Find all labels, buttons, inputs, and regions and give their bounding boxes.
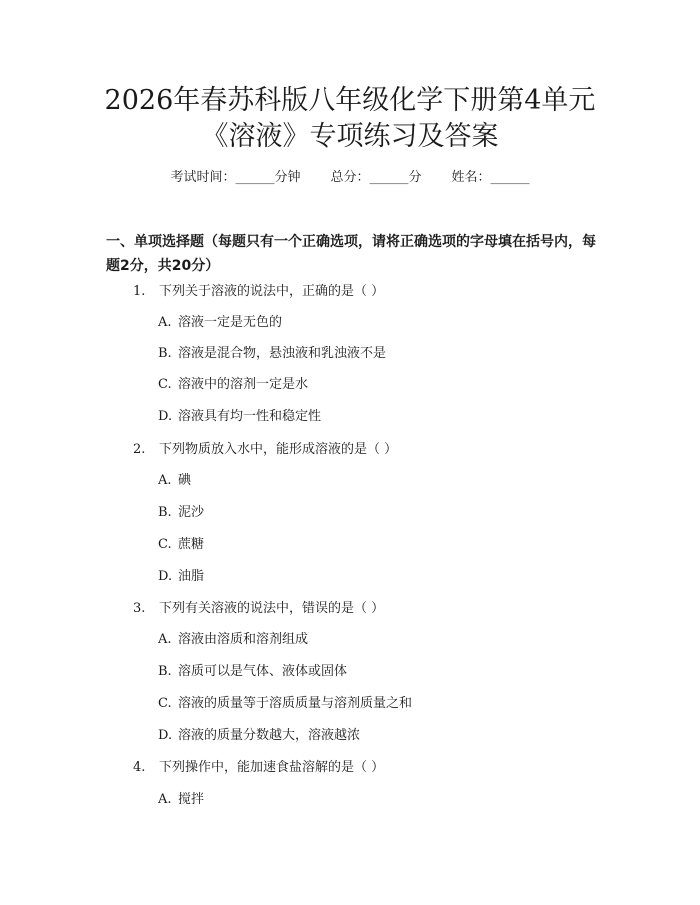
option-text: 溶液由溶质和溶剂组成 (178, 632, 309, 647)
question-text: 下列有关溶液的说法中，错误的是（ ） (159, 601, 385, 616)
name-label: 姓名： (451, 170, 491, 185)
question-2 (133, 440, 397, 460)
option-letter: B. (158, 664, 172, 679)
option-text: 搅拌 (178, 792, 205, 807)
option-3c (158, 694, 412, 714)
question-number: 2. (133, 442, 146, 457)
exam-title-line-1: 2026年春苏科版八年级化学下册第4单元 (104, 85, 596, 116)
score-unit: 分 (408, 170, 422, 185)
option-text: 溶液中的溶剂一定是水 (178, 377, 309, 392)
option-letter: D. (158, 409, 173, 424)
time-label: 考试时间： (170, 170, 236, 185)
question-number: 1. (133, 284, 146, 299)
option-text: 蔗糖 (178, 537, 205, 552)
option-letter: C. (158, 377, 172, 392)
option-letter: D. (158, 569, 173, 584)
option-text: 溶质可以是气体、液体或固体 (178, 664, 348, 679)
option-letter: A. (158, 792, 172, 807)
option-3d (158, 726, 360, 746)
option-text: 泥沙 (178, 505, 205, 520)
option-text: 油脂 (178, 569, 205, 584)
option-letter: D. (158, 728, 173, 743)
time-unit: 分钟 (274, 170, 301, 185)
question-number: 3. (133, 601, 146, 616)
option-letter: A. (158, 632, 172, 647)
option-text: 碘 (178, 473, 192, 488)
option-1a (158, 313, 282, 333)
option-2d (158, 567, 204, 587)
option-letter: A. (158, 315, 172, 330)
option-letter: B. (158, 346, 172, 361)
question-3 (133, 599, 384, 619)
option-4a (158, 790, 204, 810)
option-letter: C. (158, 696, 172, 711)
option-1c (158, 375, 308, 395)
option-2b (158, 503, 204, 523)
option-text: 溶液是混合物，悬浊液和乳浊液不是 (178, 346, 387, 361)
option-3a (158, 630, 308, 650)
option-letter: B. (158, 505, 172, 520)
option-3b (158, 662, 347, 682)
section-heading: 一、单项选择题（每题只有一个正确选项，请将正确选项的字母填在括号内，每题2分，共20分） (106, 234, 596, 274)
question-text: 下列操作中，能加速食盐溶解的是（ ） (159, 760, 385, 775)
option-text: 溶液一定是无色的 (178, 315, 283, 330)
exam-meta-line (0, 168, 700, 188)
name-blank: ______ (490, 170, 530, 185)
option-letter: A. (158, 473, 172, 488)
option-text: 溶液的质量分数越大，溶液越浓 (178, 728, 361, 743)
option-letter: C. (158, 537, 172, 552)
exam-title-line-2: 《溶液》专项练习及答案 (201, 121, 499, 152)
option-2a (158, 471, 191, 491)
option-1d (158, 407, 321, 427)
option-1b (158, 344, 386, 364)
score-blank: ______ (369, 170, 409, 185)
option-text: 溶液的质量等于溶质质量与溶剂质量之和 (178, 696, 413, 711)
question-1 (133, 282, 384, 302)
question-text: 下列物质放入水中，能形成溶液的是（ ） (159, 442, 398, 457)
score-label: 总分： (330, 170, 370, 185)
option-2c (158, 535, 204, 555)
question-number: 4. (133, 760, 146, 775)
question-text: 下列关于溶液的说法中，正确的是（ ） (159, 284, 385, 299)
question-4 (133, 758, 384, 778)
option-text: 溶液具有均一性和稳定性 (178, 409, 322, 424)
time-blank: ______ (235, 170, 275, 185)
